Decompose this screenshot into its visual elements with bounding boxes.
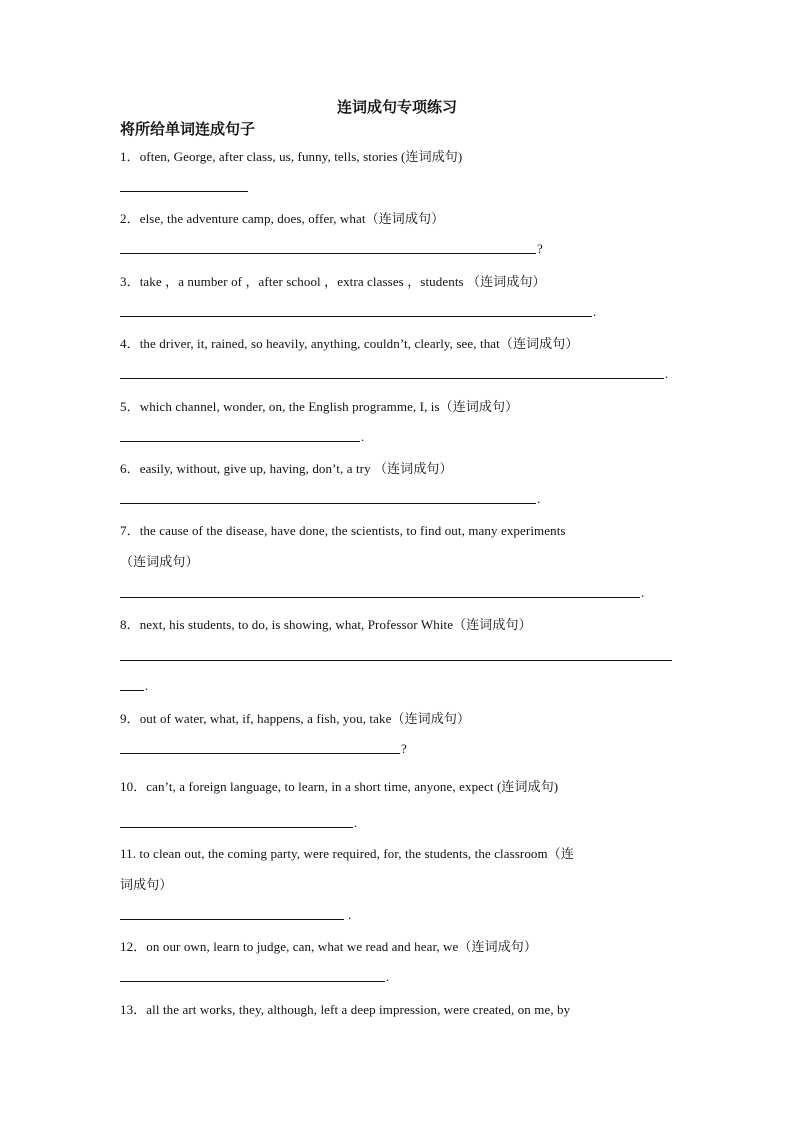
question-10: 10．can’t, a foreign language, to learn, in a short time, anyone, expect (连词成句) (120, 779, 559, 794)
answer-punct-4: . (665, 366, 669, 381)
question-13: 13．all the art works, they, although, left a deep impression, were created, on me, by (120, 1002, 571, 1017)
question-5: 5．which channel, wonder, on, the English programme, I, is（连词成句） (120, 399, 519, 414)
answer-line-4[interactable] (120, 365, 670, 379)
answer-line-2[interactable] (120, 240, 550, 254)
question-12: 12．on our own, learn to judge, can, what we read and hear, we（连词成句） (120, 939, 538, 954)
answer-line-9[interactable] (120, 740, 415, 754)
question-2: 2．else, the adventure camp, does, offer, what（连词成句） (120, 211, 445, 226)
question-7-cont: （连词成句） (120, 554, 199, 569)
answer-line-12[interactable] (120, 968, 395, 982)
answer-line-8-cont[interactable] (120, 677, 160, 691)
answer-punct-7: . (641, 585, 645, 600)
answer-punct-2: ? (537, 241, 543, 256)
section-heading: 将所给单词连成句子 (120, 122, 256, 138)
answer-punct-12: . (386, 969, 390, 984)
answer-line-1[interactable] (120, 178, 250, 192)
answer-line-6[interactable] (120, 490, 545, 504)
answer-punct-5: . (361, 429, 365, 444)
question-6: 6．easily, without, give up, having, don’t, a try （连词成句） (120, 461, 453, 476)
answer-punct-11: . (348, 907, 352, 922)
question-8: 8．next, his students, to do, is showing, what, Professor White（连词成句） (120, 617, 532, 632)
answer-line-10[interactable] (120, 814, 365, 828)
question-3: 3．take ，a number of ，after school ，extra classes ，students （连词成句） (120, 274, 546, 289)
answer-punct-9: ? (401, 741, 407, 756)
answer-line-8[interactable] (120, 647, 673, 661)
question-11-cont: 词成句） (120, 877, 173, 892)
question-4: 4．the driver, it, rained, so heavily, anything, couldn’t, clearly, see, that（连词成句） (120, 336, 579, 351)
page-title: 连词成句专项练习 (336, 100, 457, 116)
question-1: 1．often, George, after class, us, funny, tells, stories (连词成句) (120, 149, 463, 164)
answer-line-5[interactable] (120, 428, 370, 442)
answer-punct-8: . (145, 678, 149, 693)
answer-punct-10: . (354, 815, 358, 830)
answer-punct-3: . (593, 304, 597, 319)
question-11: 11. to clean out, the coming party, were required, for, the students, the classroom（连 (120, 846, 574, 861)
answer-line-11[interactable] (120, 906, 360, 920)
answer-punct-6: . (537, 491, 541, 506)
answer-line-3[interactable] (120, 303, 600, 317)
question-7: 7．the cause of the disease, have done, the scientists, to find out, many experiments (120, 523, 566, 538)
answer-line-7[interactable] (120, 584, 650, 598)
question-9: 9．out of water, what, if, happens, a fish, you, take（连词成句） (120, 711, 471, 726)
